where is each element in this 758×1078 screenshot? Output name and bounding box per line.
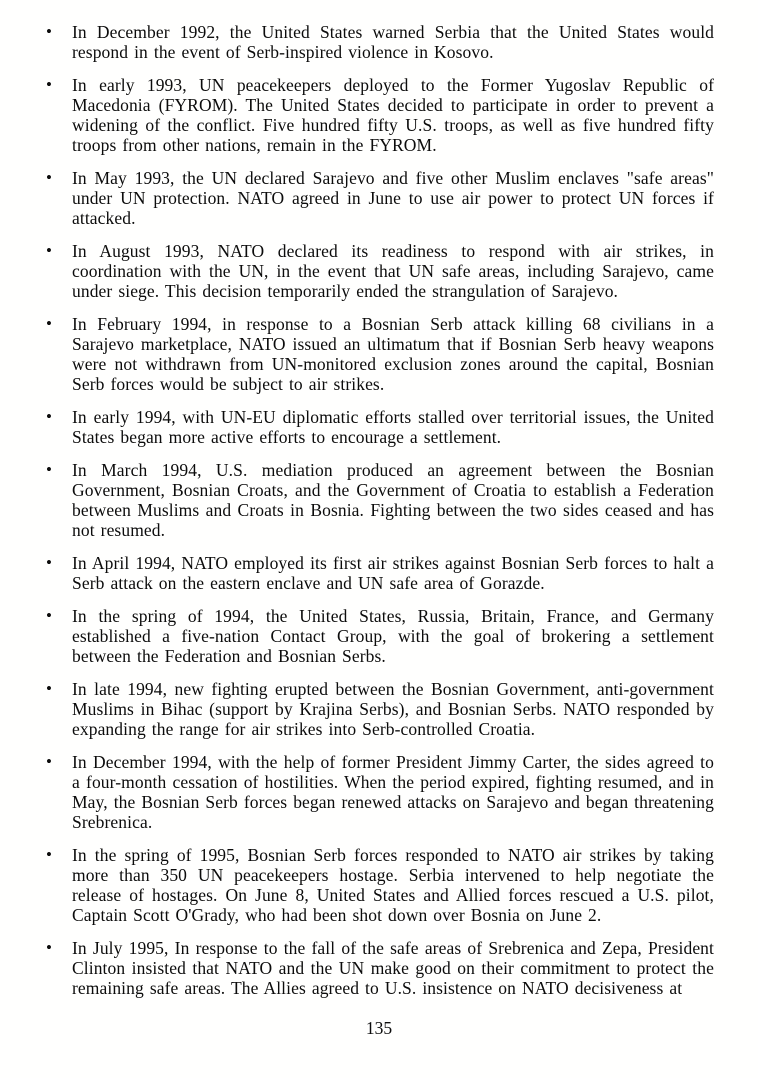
bullet-icon: •: [46, 241, 52, 260]
list-item: [44, 553, 714, 593]
list-item: [44, 314, 714, 394]
bullet-text: In February 1994, in response to a Bosnian Serb attack killing 68 civilians in a Sarajevo marketplace, NATO issued an ultimatum that if Bosnian Serb heavy weapons were not withdrawn from UN-monitored exclusion zones around the capital, Bosnian Serb forces would be subject to air strikes.: [72, 314, 714, 394]
bullet-icon: •: [46, 938, 52, 957]
list-item: [44, 679, 714, 739]
bullet-text: In the spring of 1994, the United States, Russia, Britain, France, and Germany established a five-nation Contact Group, with the goal of brokering a settlement between the Federation and Bosnian Serbs.: [72, 606, 714, 666]
bullet-icon: •: [46, 553, 52, 572]
list-item: [44, 168, 714, 228]
list-item: [44, 407, 714, 447]
list-item: [44, 606, 714, 666]
bullet-text: In early 1994, with UN-EU diplomatic efforts stalled over territorial issues, the United States began more active efforts to encourage a settlement.: [72, 407, 714, 447]
bullet-icon: •: [46, 460, 52, 479]
bullet-text: In March 1994, U.S. mediation produced an agreement between the Bosnian Government, Bosnian Croats, and the Government of Croatia to establish a Federation between Muslims and Croats in Bosnia. Fighting between the two sides ceased and has not resumed.: [72, 460, 714, 540]
list-item: [44, 752, 714, 832]
bullet-icon: •: [46, 168, 52, 187]
bullet-icon: •: [46, 314, 52, 333]
list-item: [44, 938, 714, 998]
bullet-text: In late 1994, new fighting erupted between the Bosnian Government, anti-government Muslims in Bihac (support by Krajina Serbs), and Bosnian Serbs. NATO responded by expanding the range for air strikes into Serb-controlled Croatia.: [72, 679, 714, 739]
bullet-text: In August 1993, NATO declared its readiness to respond with air strikes, in coordination with the UN, in the event that UN safe areas, including Sarajevo, came under siege. This decision temporarily ended the strangulation of Sarajevo.: [72, 241, 714, 301]
bullet-text: In December 1992, the United States warned Serbia that the United States would respond in the event of Serb-inspired violence in Kosovo.: [72, 22, 714, 62]
list-item: [44, 75, 714, 155]
bullet-icon: •: [46, 407, 52, 426]
bullet-text: In early 1993, UN peacekeepers deployed to the Former Yugoslav Republic of Macedonia (FYROM). The United States decided to participate in order to prevent a widening of the conflict. Five hundred fifty U.S. troops, as well as five hundred fifty troops from other nations, remain in the FYROM.: [72, 75, 714, 155]
bullet-icon: •: [46, 606, 52, 625]
bullet-icon: •: [46, 75, 52, 94]
bullet-icon: •: [46, 845, 52, 864]
bullet-icon: •: [46, 679, 52, 698]
list-item: [44, 241, 714, 301]
page-number: 135: [365, 1018, 393, 1038]
bullet-icon: •: [46, 752, 52, 771]
list-item: [44, 460, 714, 540]
bullet-text: In May 1993, the UN declared Sarajevo and five other Muslim enclaves "safe areas" under UN protection. NATO agreed in June to use air power to protect UN forces if attacked.: [72, 168, 714, 228]
bullet-text: In December 1994, with the help of former President Jimmy Carter, the sides agreed to a four-month cessation of hostilities. When the period expired, fighting resumed, and in May, the Bosnian Serb forces began renewed attacks on Sarajevo and began threatening Srebrenica.: [72, 752, 714, 832]
bullet-list: [44, 22, 714, 1011]
bullet-icon: •: [46, 22, 52, 41]
list-item: [44, 22, 714, 62]
bullet-text: In April 1994, NATO employed its first air strikes against Bosnian Serb forces to halt a Serb attack on the eastern enclave and UN safe area of Gorazde.: [72, 553, 714, 593]
bullet-text: In July 1995, In response to the fall of the safe areas of Srebrenica and Zepa, President Clinton insisted that NATO and the UN make good on their commitment to protect the remaining safe areas. The Allies agreed to U.S. insistence on NATO decisiveness at: [72, 938, 714, 998]
bullet-text: In the spring of 1995, Bosnian Serb forces responded to NATO air strikes by taking more than 350 UN peacekeepers hostage. Serbia intervened to help negotiate the release of hostages. On June 8, United States and Allied forces rescued a U.S. pilot, Captain Scott O'Grady, who had been shot down over Bosnia on June 2.: [72, 845, 714, 925]
list-item: [44, 845, 714, 925]
